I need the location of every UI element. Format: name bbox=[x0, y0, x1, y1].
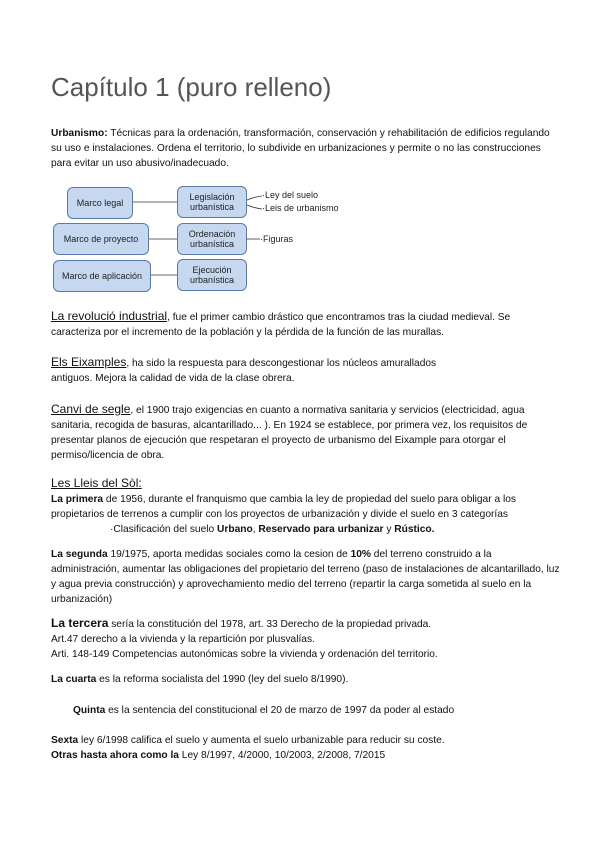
eixamples-text-1: , ha sido la respuesta para descongestionar los núcleos amurallados bbox=[126, 358, 437, 369]
revolucio-text: , fue el primer cambio drástico que encontramos tras la ciudad medieval. Se caracteriza por el incremento de la población y la pérdida de la función de las murallas. bbox=[51, 312, 511, 338]
llei-sexta: Sexta ley 6/1998 califica el suelo y aumenta el suelo urbanizable para reducir su coste. Otras hasta ahora como la Ley 8/1997, 4/2000, 10/2003, 2/2008, 7/2015 bbox=[51, 735, 445, 761]
llei-segunda: La segunda 19/1975, aporta medidas sociales como la cesion de 10% del terreno construido a la administración, aumentar las obligaciones del propietario del terreno (paso de instalaciones de alcantarillado, luz y agua previa construcción) y aprovechamiento medio del terreno (repartir la carga sometida al suelo en la urbanización) bbox=[51, 549, 560, 605]
diagram-box-ejecucion: Ejecución urbanística bbox=[177, 259, 247, 291]
eixamples-heading: Els Eixamples bbox=[51, 355, 127, 369]
canvi-heading: Canvi de segle bbox=[51, 402, 131, 416]
intro-text: Técnicas para la ordenación, transformación, conservación y rehabilitación de edificios regulando su uso e instalaciones. Ordena el territorio, lo subdivide en urbanizaciones y permite o no las construcciones para evitar un uso abusivo/inadecuado. bbox=[51, 128, 550, 169]
llei-tercera: La tercera sería la constitución del 1978, art. 33 Derecho de la propiedad privada. Art.47 derecho a la vivienda y la repartición por plusvalías. Arti. 148-149 Competencias autonómicas sobre la vivienda y ordenación del territorio. bbox=[51, 616, 438, 660]
diagram-label-figuras: ·Figuras bbox=[260, 234, 294, 244]
llei-clasificacion: ·Clasificación del suelo Urbano, Reservado para urbanizar y Rústico. bbox=[110, 524, 435, 535]
diagram-label-leis-urbanismo: ·Leis de urbanismo bbox=[262, 203, 339, 213]
eixamples-text-2: antiguos. Mejora la calidad de vida de la clase obrera. bbox=[51, 373, 295, 384]
diagram-box-ordenacion: Ordenación urbanística bbox=[177, 223, 247, 255]
diagram-box-marco-aplicacion: Marco de aplicación bbox=[53, 260, 151, 292]
lleis-heading: Les Lleis del Sòl: bbox=[51, 476, 142, 490]
revolucio-paragraph bbox=[51, 309, 561, 340]
llei-primera: La primera de 1956, durante el franquismo que cambia la ley de propiedad del suelo para obligar a los propietarios de terrenos a cumplir con los proyectos de urbanización y divide el suelo en 3 categorías bbox=[51, 494, 516, 520]
intro-term: Urbanismo: bbox=[51, 128, 108, 139]
llei-otras: Otras hasta ahora como la bbox=[51, 750, 179, 761]
diagram-box-marco-legal: Marco legal bbox=[67, 187, 133, 219]
revolucio-heading: La revolució industrial bbox=[51, 309, 168, 323]
llei-quinta: Quinta es la sentencia del constitucional el 20 de marzo de 1997 da poder al estado bbox=[73, 705, 455, 716]
diagram-box-legislacion: Legislación urbanística bbox=[177, 186, 247, 218]
llei-cuarta: La cuarta es la reforma socialista del 1990 (ley del suelo 8/1990). bbox=[51, 674, 349, 685]
diagram-label-ley-suelo: ·Ley del suelo bbox=[262, 190, 319, 200]
canvi-paragraph bbox=[51, 402, 561, 463]
canvi-text: , el 1900 trajo exigencias en cuanto a normativa sanitaria y servicios (electricidad, agua sanitaria, recogida de basuras, alcantarillado... ). En 1924 se establece, por primera vez, los requisitos de presentar planos de ejecución que respetaran el proyecto de urbanismo del Eixample para otorgar el permiso/licencia de obra. bbox=[51, 405, 528, 461]
eixamples-paragraph bbox=[51, 355, 561, 386]
page-title: Capítulo 1 (puro relleno) bbox=[51, 72, 332, 102]
diagram-box-marco-proyecto: Marco de proyecto bbox=[53, 223, 149, 255]
